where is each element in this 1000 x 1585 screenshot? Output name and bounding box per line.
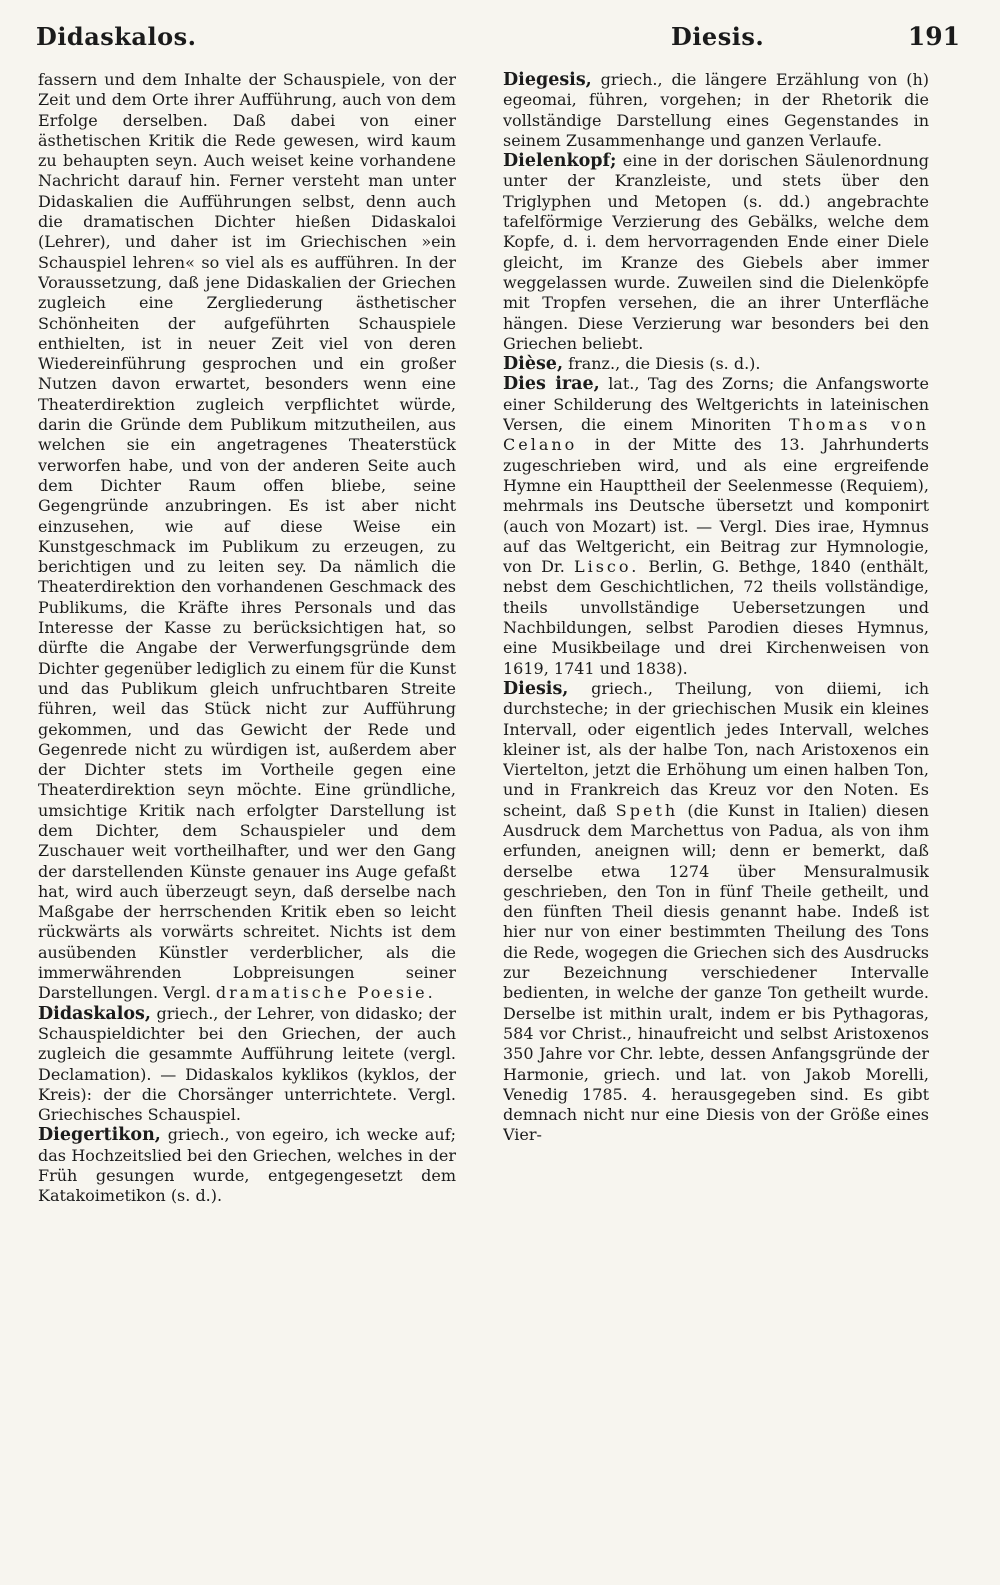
entry-diegesis <box>503 70 929 151</box>
entry-body: franz., die Diesis (s. d.). <box>568 354 761 374</box>
entry-didaskalien-continuation <box>38 70 456 1004</box>
entry-headword: Dielenkopf; <box>503 151 617 172</box>
entry-dielenkopf <box>503 151 929 354</box>
entry-body-continued: (die Kunst in Italien) diesen Ausdruck dem Marchettus von Padua, als von ihm erfunden, aneignen will; denn er bemerkt, daß derselbe etwa 1274 über Mensuralmusik geschrieben, den Ton in fünf Theile getheilt, und den fünften Theil diesis genannt habe. Indeß ist hier nur von einer bestimmten Theilung des Tons die Rede, wogegen die Griechen sich des Ausdrucks zur Bezeichnung verschiedener Intervalle bedienten, in welche der ganze Ton getheilt wurde. Derselbe ist mithin uralt, indem er bis Pythagoras, 584 vor Christ., hinaufreicht und selbst Aristoxenos 350 Jahre vor Chr. lebte, dessen Anfangsgründe der Harmonie, griech. und lat. von Jakob Morelli, Venedig 1785. 4. herausgegeben sind. Es gibt demnach nicht nur eine Diesis von der Größe eines Vier- <box>503 800 929 1145</box>
left-column <box>38 70 456 1570</box>
entry-body: lat., Tag des Zorns; die Anfangsworte einer Schilderung des Weltgerichts in lateinischen Versen, die einem Minoriten <box>503 374 929 435</box>
right-column <box>503 70 929 1570</box>
entry-diese <box>503 354 929 374</box>
header-right-catchword: Diesis. <box>671 22 765 51</box>
entry-didaskalos <box>38 1004 456 1126</box>
author-name: Lisco. <box>573 557 640 577</box>
entry-dies-irae <box>503 374 929 678</box>
entry-body-continued: in der Mitte des 13. Jahrhunderts zugeschrieben wird, und als eine ergreifende Hymne ein Haupttheil der Seelenmesse (Requiem), mehrmals ins Deutsche übersetzt und komponirt (auch von Mozart) ist. — Vergl. Dies irae, Hymnus auf das Weltgericht, ein Beitrag zur Hymnologie, von Dr. <box>503 435 929 577</box>
cross-reference: dramatische Poesie. <box>215 983 436 1003</box>
person-name: Speth <box>615 800 679 820</box>
entry-headword: Diegertikon, <box>38 1125 161 1146</box>
entry-body: griech., Theilung, von diiemi, ich durchsteche; in der griechischen Musik ein kleines Intervall, oder eigentlich jedes Intervall, welches kleiner ist, als der halbe Ton, nach Aristoxenos ein Viertelton, jetzt die Erhöhung um einen halben Ton, und in Frankreich das Kreuz vor den Noten. Es scheint, daß <box>503 678 929 820</box>
continuation-text: fassern und dem Inhalte der Schauspiele, von der Zeit und dem Orte ihrer Aufführung, auch von dem Erfolge derselben. Daß dabei von einer ästhetischen Kritik die Rede gewesen, wird kaum zu behaupten seyn. Auch weiset keine vorhandene Nachricht darauf hin. Ferner versteht man unter Didaskalien die Aufführungen selbst, denn auch die dramatischen Dichter hießen Didaskaloi (Lehrer), und daher ist im Griechischen »ein Schauspiel lehren« so viel als es aufführen. In der Voraussetzung, daß jene Didaskalien der Griechen zugleich eine Zergliederung ästhetischer Schönheiten der aufgeführten Schauspiele enthielten, ist in neuer Zeit viel von deren Wiedereinführung gesprochen und ein großer Nutzen davon erwartet, besonders wenn eine Theaterdirektion zugleich verpflichtet würde, darin die Gründe dem Publikum mitzutheilen, aus welchen sie ein angetragenes Theaterstück verworfen habe, und von der anderen Seite auch dem Dichter Raum offen bliebe, seine Gegengründe anzubringen. Es ist aber nicht einzusehen, wie auf diese Weise ein Kunstgeschmack im Publikum zu erzeugen, zu berichtigen und zu leiten sey. Da nämlich die Theaterdirektion den vorhandenen Geschmack des Publikums, die Kräfte ihres Personals und das Interesse der Kasse zu berücksichtigen hat, so dürfte die Angabe der Verwerfungsgründe dem Dichter gegenüber lediglich zu einem für die Kunst und das Publikum gleich unfruchtbaren Streite führen, weil das Stück nicht zur Aufführung gekommen, und das Gewicht der Rede und Gegenrede nicht zu würdigen ist, außerdem aber der Dichter stets im Vortheile gegen eine Theaterdirektion seyn möchte. Eine gründliche, umsichtige Kritik nach erfolgter Darstellung ist dem Dichter, dem Schauspieler und dem Zuschauer weit vortheilhafter, und wer den Gang der darstellenden Künste genauer ins Auge gefaßt hat, wird auch überzeugt seyn, daß derselbe nach Maßgabe der herrschenden Kritik eben so leicht rückwärts als vorwärts schreitet. Nichts ist dem ausübenden Künstler verderblicher, als die immerwährenden Lobpreisungen seiner Darstellungen. Vergl. <box>38 70 456 1003</box>
entry-headword: Diegesis, <box>503 70 592 90</box>
entry-body: griech., der Lehrer, von didasko; der Schauspieldichter bei den Griechen, der auch zugleich die gesammte Aufführung leitete (vergl. Declamation). — Didaskalos kyklikos (kyklos, der Kreis): der die Chorsänger unterrichtete. Vergl. Griechisches Schauspiel. <box>38 1003 456 1125</box>
entry-body: griech., von egeiro, ich wecke auf; das Hochzeitslied bei den Griechen, welches in der Früh gesungen wurde, entgegengesetzt dem Katakoimetikon (s. d.). <box>38 1125 456 1206</box>
entry-headword: Dièse, <box>503 354 564 375</box>
entry-body: eine in der dorischen Säulenordnung unter der Kranzleiste, und stets über den Triglyphen und Metopen (s. dd.) angebrachte tafelförmige Verzierung des Gebälks, welche dem Kopfe, d. i. dem hervorragenden Ende einer Diele gleicht, im Kranze des Giebels aber immer weggelassen wurde. Zuweilen sind die Dielenköpfe mit Tropfen versehen, die an ihrer Unterfläche hängen. Diese Verzierung war besonders bei den Griechen beliebt. <box>503 151 929 353</box>
running-header <box>36 22 960 62</box>
entry-headword: Diesis, <box>503 678 569 699</box>
entry-headword: Dies irae, <box>503 374 600 395</box>
person-name: Thomas von Celano <box>503 415 929 455</box>
entry-body-continued: Berlin, G. Bethge, 1840 (enthält, nebst dem Geschichtlichen, 72 theils vollständige, theils unvollständige Uebersetzungen und Nachbildungen, selbst Parodien dieses Hymnus, eine Musikbeilage und drei Kirchenweisen von 1619, 1741 und 1838). <box>503 557 929 678</box>
entry-diegertikon <box>38 1125 456 1206</box>
entry-diesis <box>503 679 929 1146</box>
page-number: 191 <box>907 22 960 51</box>
header-left-catchword: Didaskalos. <box>36 22 197 51</box>
entry-headword: Didaskalos, <box>38 1003 151 1024</box>
entry-body: griech., die längere Erzählung von (h) egeomai, führen, vorgehen; in der Rhetorik die vollständige Darstellung eines Gegenstandes in seinem Zusammenhange und ganzen Verlaufe. <box>503 70 929 150</box>
